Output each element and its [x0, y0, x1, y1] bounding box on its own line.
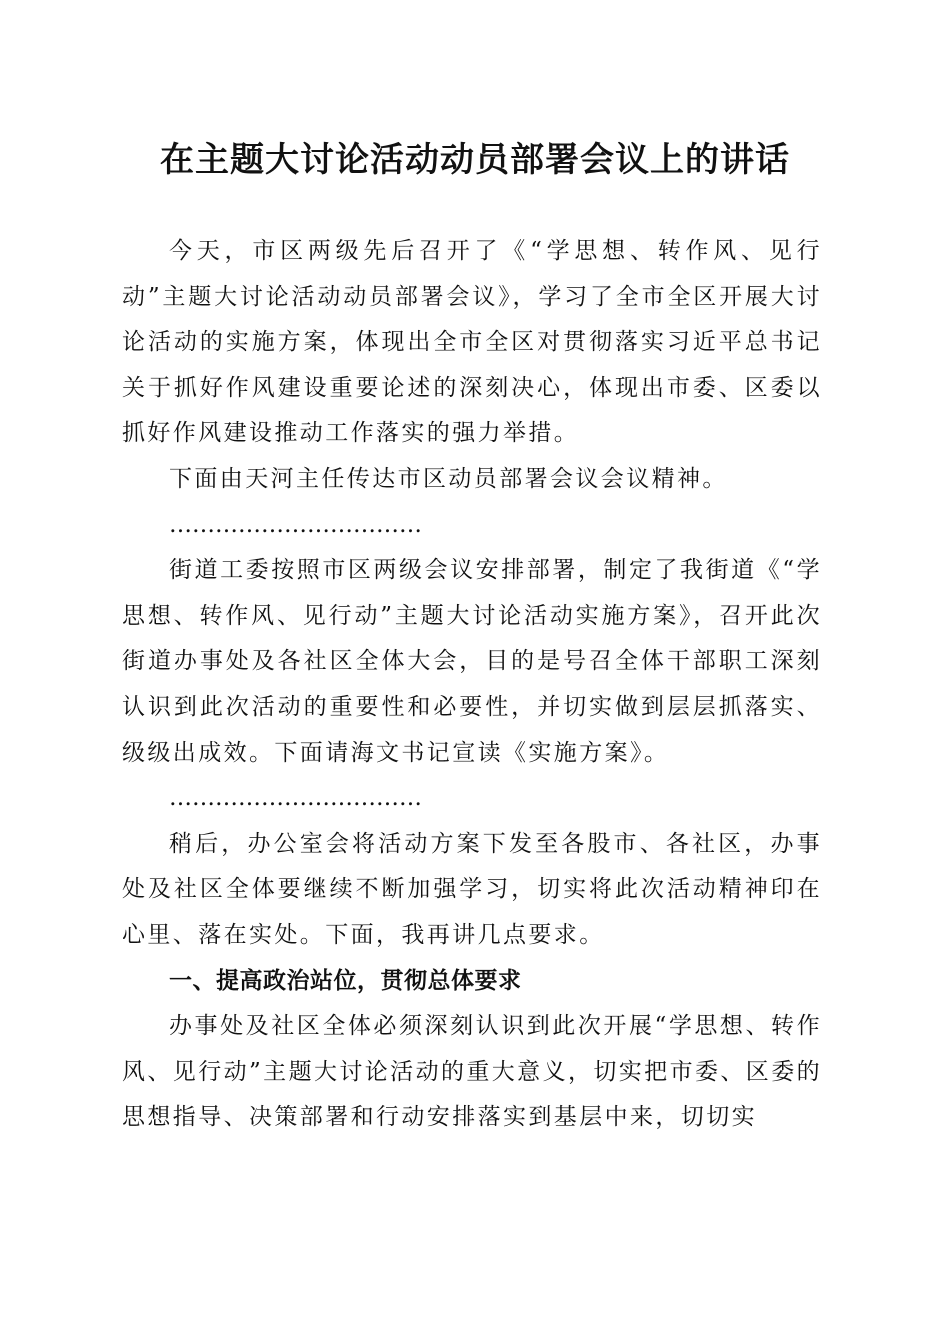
- paragraph-opening: 今天，市区两级先后召开了《“学思想、转作风、见行动”主题大讨论活动动员部署会议》，学习了全市全区开展大讨论活动的实施方案，体现出全市全区对贯彻落实习近平总书记关于抓好作风建设重要论述的深刻决心，体现出市委、区委以抓好作风建设推动工作落实的强力举措。: [122, 238, 822, 447]
- paragraph-implementation-plan: 街道工委按照市区两级会议安排部署，制定了我街道《“学思想、转作风、见行动”主题大讨论活动实施方案》，召开此次街道办事处及各社区全体大会，目的是号召全体干部职工深刻认识到此次活动的重要性和必要性，并切实做到层层抓落实、级级出成效。下面请海文书记宣读《实施方案》。: [122, 557, 822, 766]
- ellipsis-separator: ……………………………: [169, 511, 422, 538]
- document-body: [122, 229, 822, 1141]
- paragraph-transmit-spirit: 下面由天河主任传达市区动员部署会议会议精神。: [169, 465, 728, 492]
- section-heading-1: 一、提高政治站位，贯彻总体要求: [169, 967, 522, 994]
- paragraph-section-1: 办事处及社区全体必须深刻认识到此次开展“学思想、转作风、见行动”主题大讨论活动的重大意义，切实把市委、区委的思想指导、决策部署和行动安排落实到基层中来，切切实: [122, 1013, 822, 1131]
- document-title: 在主题大讨论活动动员部署会议上的讲话: [160, 140, 790, 180]
- ellipsis-separator: ……………………………: [169, 785, 422, 812]
- paragraph-requirements-intro: 稍后，办公室会将活动方案下发至各股市、各社区，办事处及社区全体要继续不断加强学习，切实将此次活动精神印在心里、落在实处。下面，我再讲几点要求。: [122, 830, 822, 948]
